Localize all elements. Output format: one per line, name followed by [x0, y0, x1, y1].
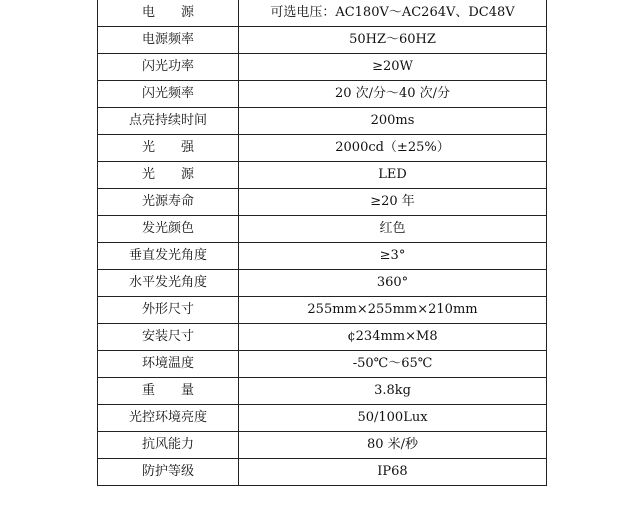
row-value: ≥20 年: [239, 189, 547, 216]
row-label: 抗风能力: [98, 432, 239, 459]
row-label: 外形尺寸: [98, 297, 239, 324]
table-row: [98, 459, 547, 486]
table-row: [98, 54, 547, 81]
spec-table: [97, 0, 547, 486]
row-value: ≥3°: [239, 243, 547, 270]
spec-table-body: [98, 0, 547, 486]
row-value: 255mm×255mm×210mm: [239, 297, 547, 324]
row-label: 发光颜色: [98, 216, 239, 243]
row-value: 200ms: [239, 108, 547, 135]
table-row: [98, 432, 547, 459]
row-label: 光源寿命: [98, 189, 239, 216]
row-label: 光控环境亮度: [98, 405, 239, 432]
row-label: 光 源: [98, 162, 239, 189]
row-value: 红色: [239, 216, 547, 243]
row-label: 环境温度: [98, 351, 239, 378]
row-value: 50/100Lux: [239, 405, 547, 432]
row-value: 50HZ～60HZ: [239, 27, 547, 54]
row-label: 电源频率: [98, 27, 239, 54]
row-label: 防护等级: [98, 459, 239, 486]
table-row: [98, 108, 547, 135]
table-row: [98, 405, 547, 432]
row-value: 20 次/分～40 次/分: [239, 81, 547, 108]
row-value: 3.8kg: [239, 378, 547, 405]
row-value: 可选电压：AC180V～AC264V、DC48V: [239, 0, 547, 27]
table-row: [98, 378, 547, 405]
row-label: 重 量: [98, 378, 239, 405]
row-label: 安装尺寸: [98, 324, 239, 351]
row-value: 2000cd（±25%）: [239, 135, 547, 162]
row-value: IP68: [239, 459, 547, 486]
table-row: [98, 81, 547, 108]
table-row: [98, 270, 547, 297]
row-value: -50℃～65℃: [239, 351, 547, 378]
table-row: [98, 324, 547, 351]
table-row: [98, 27, 547, 54]
row-label: 垂直发光角度: [98, 243, 239, 270]
table-row: [98, 351, 547, 378]
table-row: [98, 0, 547, 27]
row-label: 电 源: [98, 0, 239, 27]
row-value: ≥20W: [239, 54, 547, 81]
table-row: [98, 216, 547, 243]
table-row: [98, 189, 547, 216]
table-row: [98, 162, 547, 189]
table-row: [98, 135, 547, 162]
row-label: 闪光功率: [98, 54, 239, 81]
row-value: ¢234mm×M8: [239, 324, 547, 351]
table-row: [98, 297, 547, 324]
row-label: 水平发光角度: [98, 270, 239, 297]
table-row: [98, 243, 547, 270]
row-value: 80 米/秒: [239, 432, 547, 459]
row-value: LED: [239, 162, 547, 189]
row-label: 点亮持续时间: [98, 108, 239, 135]
row-label: 光 强: [98, 135, 239, 162]
row-label: 闪光频率: [98, 81, 239, 108]
row-value: 360°: [239, 270, 547, 297]
